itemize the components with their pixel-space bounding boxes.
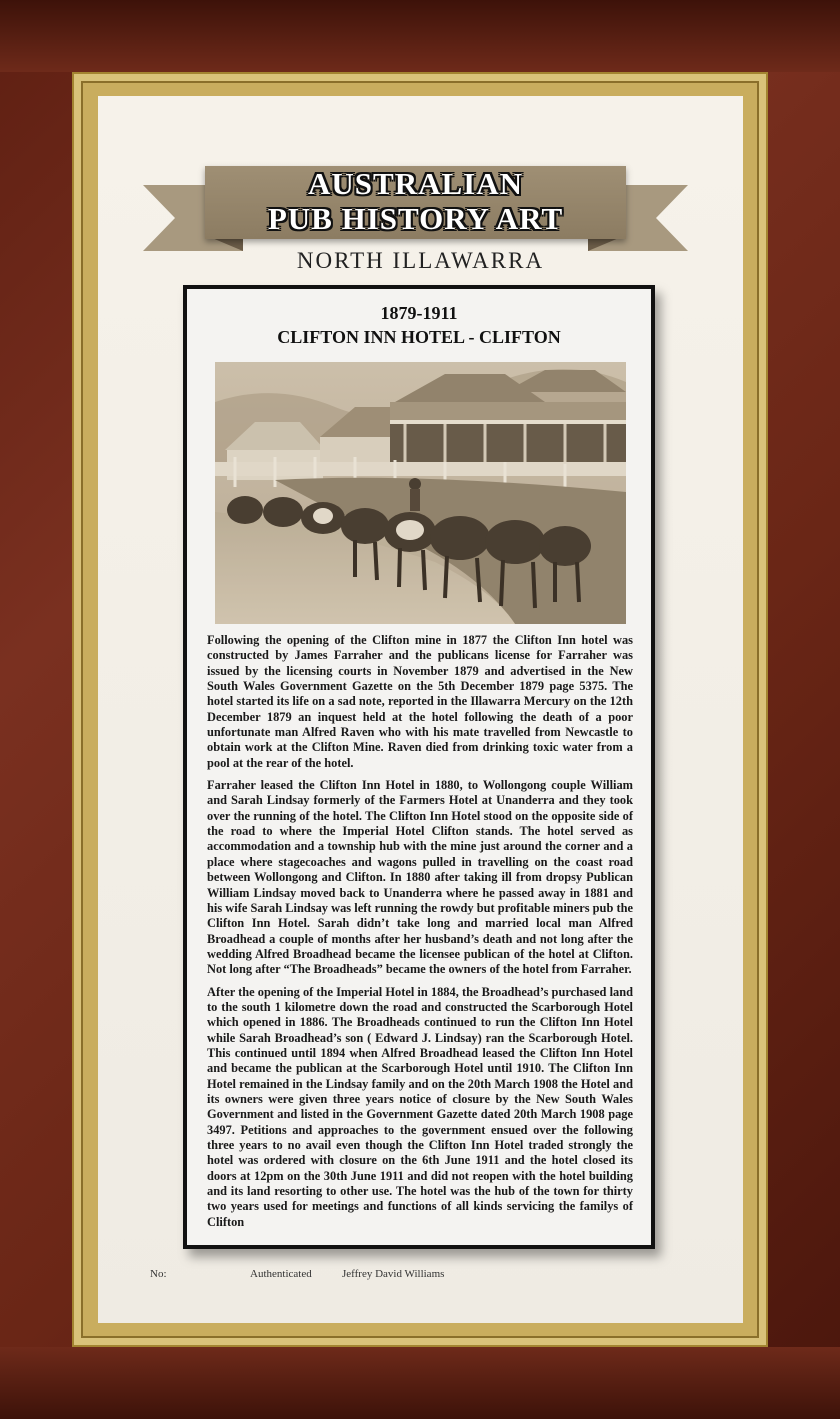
history-panel [183, 285, 655, 1249]
region-subtitle: NORTH ILLAWARRA [296, 248, 545, 273]
banner-line-1: AUSTRALIAN [308, 166, 523, 201]
panel-years: 1879-1911 [380, 303, 458, 323]
historic-photo [215, 362, 626, 624]
history-paragraph-1: Following the opening of the Clifton mine in 1877 the Clifton Inn hotel was constructed by James Farraher and the publicans license for Farraher was issued by the licensing courts in November 1879 and advertised in the New South Wales Government Gazette on the 5th December 1879 page 5375. The hotel started its life on a sad note, reported in the Illawarra Mercury on the 12th December 1879 an inquest held at the hotel following the death of a poor unfortunate man Alfred Raven who with his mate travelled from Newcastle to obtain work at the Clifton Mine. Raven died from drinking toxic water from a pool at the rear of the hotel. [207, 633, 633, 770]
authenticated-label: Authenticated [250, 1268, 312, 1280]
title-banner [143, 160, 688, 255]
historic-photo-image [215, 362, 626, 624]
frame-top-rail [0, 0, 840, 72]
number-label: No: [150, 1268, 167, 1280]
banner-line-2: PUB HISTORY ART [267, 201, 564, 236]
frame-bottom-rail [0, 1347, 840, 1419]
history-paragraph-2: Farraher leased the Clifton Inn Hotel in 1880, to Wollongong couple William and Sarah Lindsay formerly of the Farmers Hotel at Unanderra and they took over the running of the hotel. The Clifton Inn Hotel stood on the opposite side of the road to where the Imperial Hotel Clifton stands. The hotel served as accommodation and a township hub with the mine just around the corner and a place where stagecoaches and wagons pulled in travelling on the coast road between Wollongong and Clifton. In 1880 after taking ill from dropsy Publican William Lindsay moved back to Unanderra where he passed away in 1881 and his wife Sarah Lindsay was left running the rowdy but profitable miners pub the Clifton Inn Hotel. Sarah didn’t take long and married local man Alfred Broadhead a couple of months after her husband’s death and not long after the wedding Alfred Broadhead became the licensee publican of the hotel at Clifton. Not long after “The Broadheads” became the owners of the hotel from Farraher. [207, 778, 633, 977]
authenticator-name: Jeffrey David Williams [342, 1268, 445, 1280]
panel-title: CLIFTON INN HOTEL - CLIFTON [277, 327, 561, 347]
history-paragraph-3: After the opening of the Imperial Hotel in 1884, the Broadhead’s purchased land to the south 1 kilometre down the road and constructed the Scarborough Hotel which opened in 1886. The Broadheads continued to run the Clifton Inn Hotel while Sarah Broadhead’s son ( Edward J. Lindsay) ran the Scarborough Hotel. This continued until 1894 when Alfred Broadhead leased the Clifton Inn Hotel and became the publican at the Scarborough Hotel until 1910. The Clifton Inn Hotel remained in the Lindsay family and on the 20th March 1908 the Hotel and its owners were given three years notice of closure by the New South Wales Government and listed in the Government Gazette dated 20th March 1908 page 3497. Petitions and approaches to the government ensued over the following three years to no avail even though the Clifton Inn Hotel traded strongly the hotel was ordered with closure on the 6th June 1911 and the hotel closed its doors at 12pm on the 30th June 1911 and did not reopen with the hotel building and its land resorting to other use. The hotel was the hub of the town for thirty two years used for meetings and functions of all kinds servicing the familys of Clifton [207, 984, 633, 1229]
banner-title [205, 166, 626, 236]
history-text [207, 633, 633, 1237]
